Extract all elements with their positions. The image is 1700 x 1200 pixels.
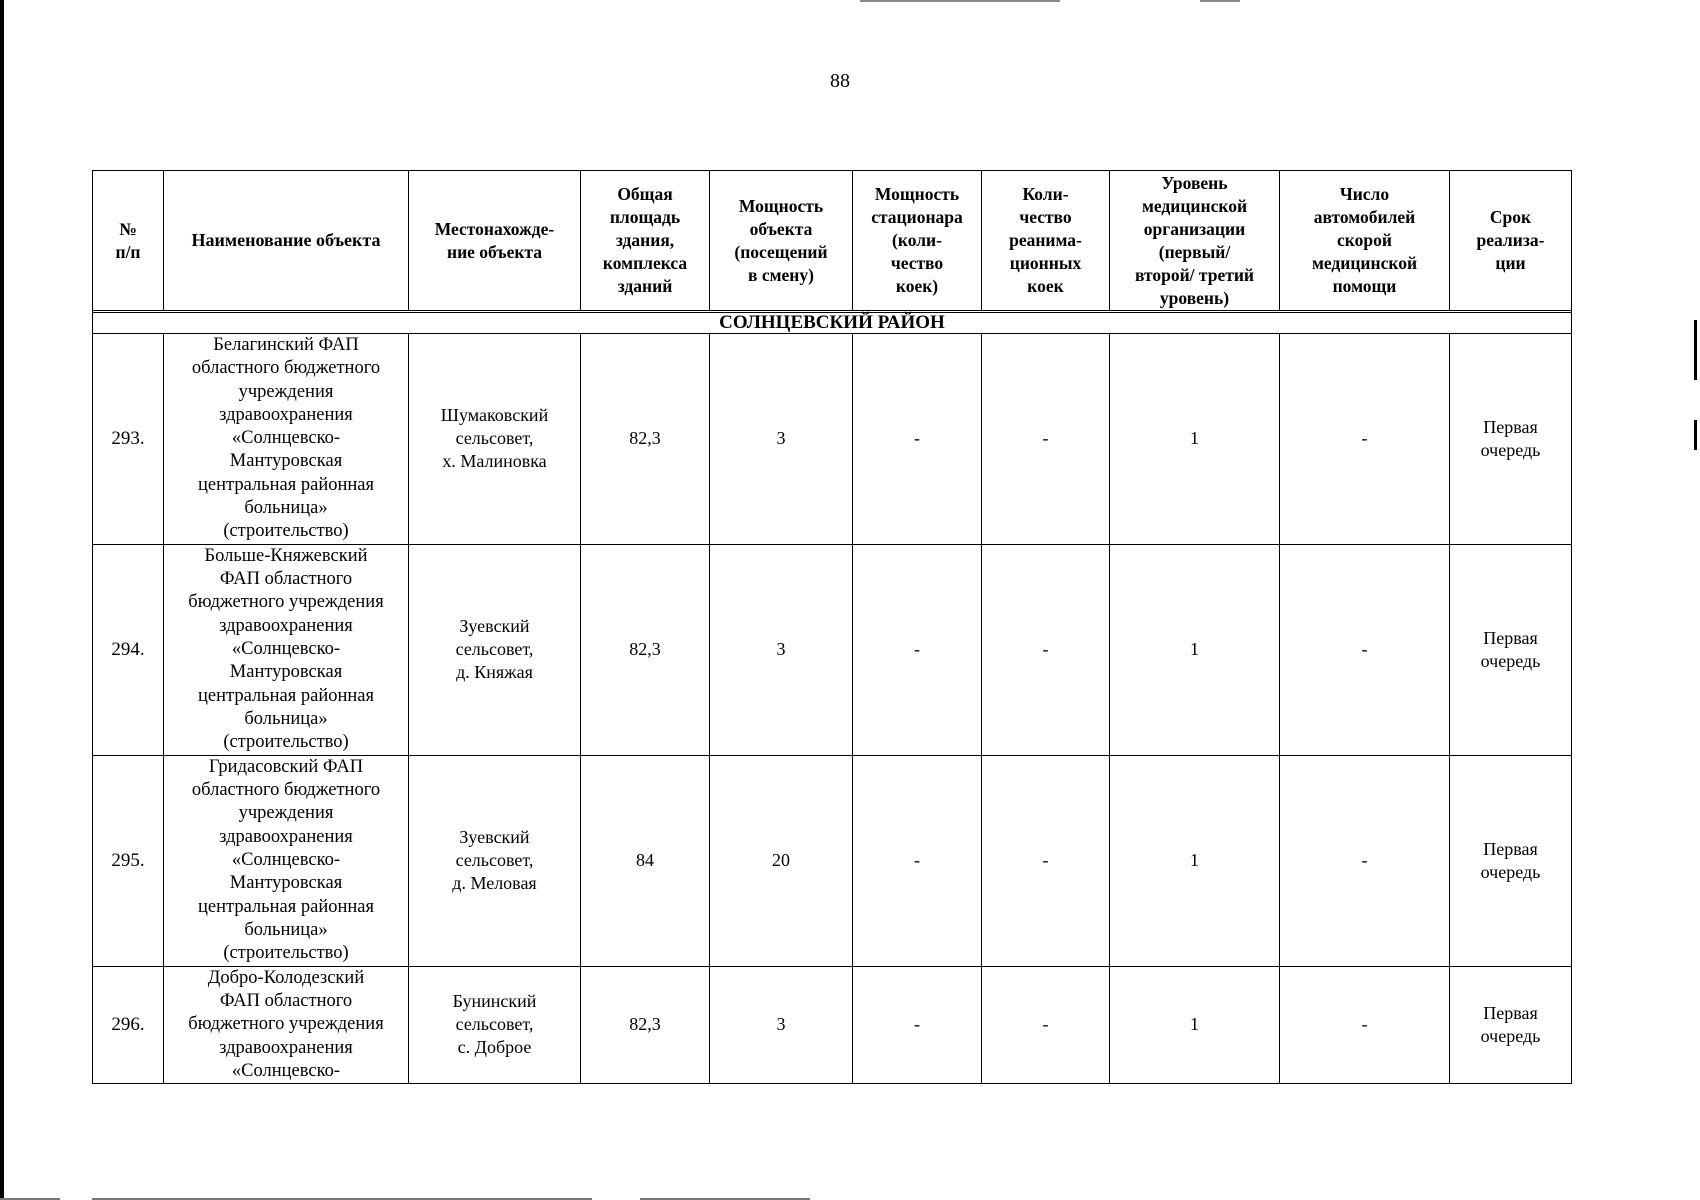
facility-location: Шумаковский сельсовет, х. Малиновка [409, 334, 581, 545]
scan-top-mark [860, 0, 1060, 2]
facility-table [92, 170, 1572, 1084]
facility-capacity: 3 [710, 966, 853, 1083]
header-name: Наименование объекта [164, 171, 409, 311]
facility-icu-beds: - [982, 755, 1110, 966]
facility-ambulances: - [1280, 544, 1450, 755]
facility-area: 82,3 [581, 966, 710, 1083]
facility-capacity: 20 [710, 755, 853, 966]
facility-name: Добро-Колодезский ФАП областного бюджетного учреждения здравоохранения «Солнцевско- [164, 966, 409, 1083]
facility-location: Бунинский сельсовет, с. Доброе [409, 966, 581, 1083]
facility-beds: - [853, 966, 982, 1083]
facility-term: Первая очередь [1450, 755, 1572, 966]
header-area: Общая площадь здания, комплекса зданий [581, 171, 710, 311]
facility-ambulances: - [1280, 966, 1450, 1083]
header-beds: Мощность стационара (коли- чество коек) [853, 171, 982, 311]
row-number: 296. [93, 966, 164, 1083]
header-term: Срок реализа- ции [1450, 171, 1572, 311]
facility-level: 1 [1110, 755, 1280, 966]
header-level: Уровень медицинской организации (первый/ второй/ третий уровень) [1110, 171, 1280, 311]
table-row [93, 755, 1572, 966]
facility-name: Гридасовский ФАП областного бюджетного учреждения здравоохранения «Солнцевско- Мантуровская центральная районная больница» (строительство) [164, 755, 409, 966]
header-number: № п/п [93, 171, 164, 311]
facility-term: Первая очередь [1450, 966, 1572, 1083]
facility-area: 84 [581, 755, 710, 966]
section-title: СОЛНЦЕВСКИЙ РАЙОН [93, 312, 1571, 332]
facility-location: Зуевский сельсовет, д. Княжая [409, 544, 581, 755]
row-number: 293. [93, 334, 164, 545]
facility-capacity: 3 [710, 544, 853, 755]
scan-left-edge [0, 0, 4, 1200]
header-capacity: Мощность объекта (посещений в смену) [710, 171, 853, 311]
table-row [93, 966, 1572, 1083]
scan-side-mark [1694, 320, 1697, 380]
facility-ambulances: - [1280, 334, 1450, 545]
facility-name: Больше-Княжевский ФАП областного бюджетного учреждения здравоохранения «Солнцевско- Мантуровская центральная районная больница» (строительство) [164, 544, 409, 755]
table-row [93, 334, 1572, 545]
facility-level: 1 [1110, 544, 1280, 755]
section-title-cell [93, 311, 1572, 334]
header-location: Местонахожде- ние объекта [409, 171, 581, 311]
scan-side-mark [1694, 420, 1697, 450]
facility-beds: - [853, 755, 982, 966]
facility-level: 1 [1110, 334, 1280, 545]
header-ambulances: Число автомобилей скорой медицинской помощи [1280, 171, 1450, 311]
facility-level: 1 [1110, 966, 1280, 1083]
facility-icu-beds: - [982, 966, 1110, 1083]
facility-icu-beds: - [982, 334, 1110, 545]
facility-area: 82,3 [581, 334, 710, 545]
facility-beds: - [853, 544, 982, 755]
scan-top-mark [1200, 0, 1240, 2]
facility-term: Первая очередь [1450, 334, 1572, 545]
facility-ambulances: - [1280, 755, 1450, 966]
table-row [93, 544, 1572, 755]
facility-name: Белагинский ФАП областного бюджетного учреждения здравоохранения «Солнцевско- Мантуровская центральная районная больница» (строительство) [164, 334, 409, 545]
row-number: 294. [93, 544, 164, 755]
facility-area: 82,3 [581, 544, 710, 755]
facility-location: Зуевский сельсовет, д. Меловая [409, 755, 581, 966]
page-number: 88 [830, 70, 850, 92]
header-icu-beds: Коли- чество реанима- ционных коек [982, 171, 1110, 311]
facility-icu-beds: - [982, 544, 1110, 755]
facility-term: Первая очередь [1450, 544, 1572, 755]
table-header-row [93, 171, 1572, 311]
facility-capacity: 3 [710, 334, 853, 545]
section-row [93, 311, 1572, 334]
row-number: 295. [93, 755, 164, 966]
facility-beds: - [853, 334, 982, 545]
